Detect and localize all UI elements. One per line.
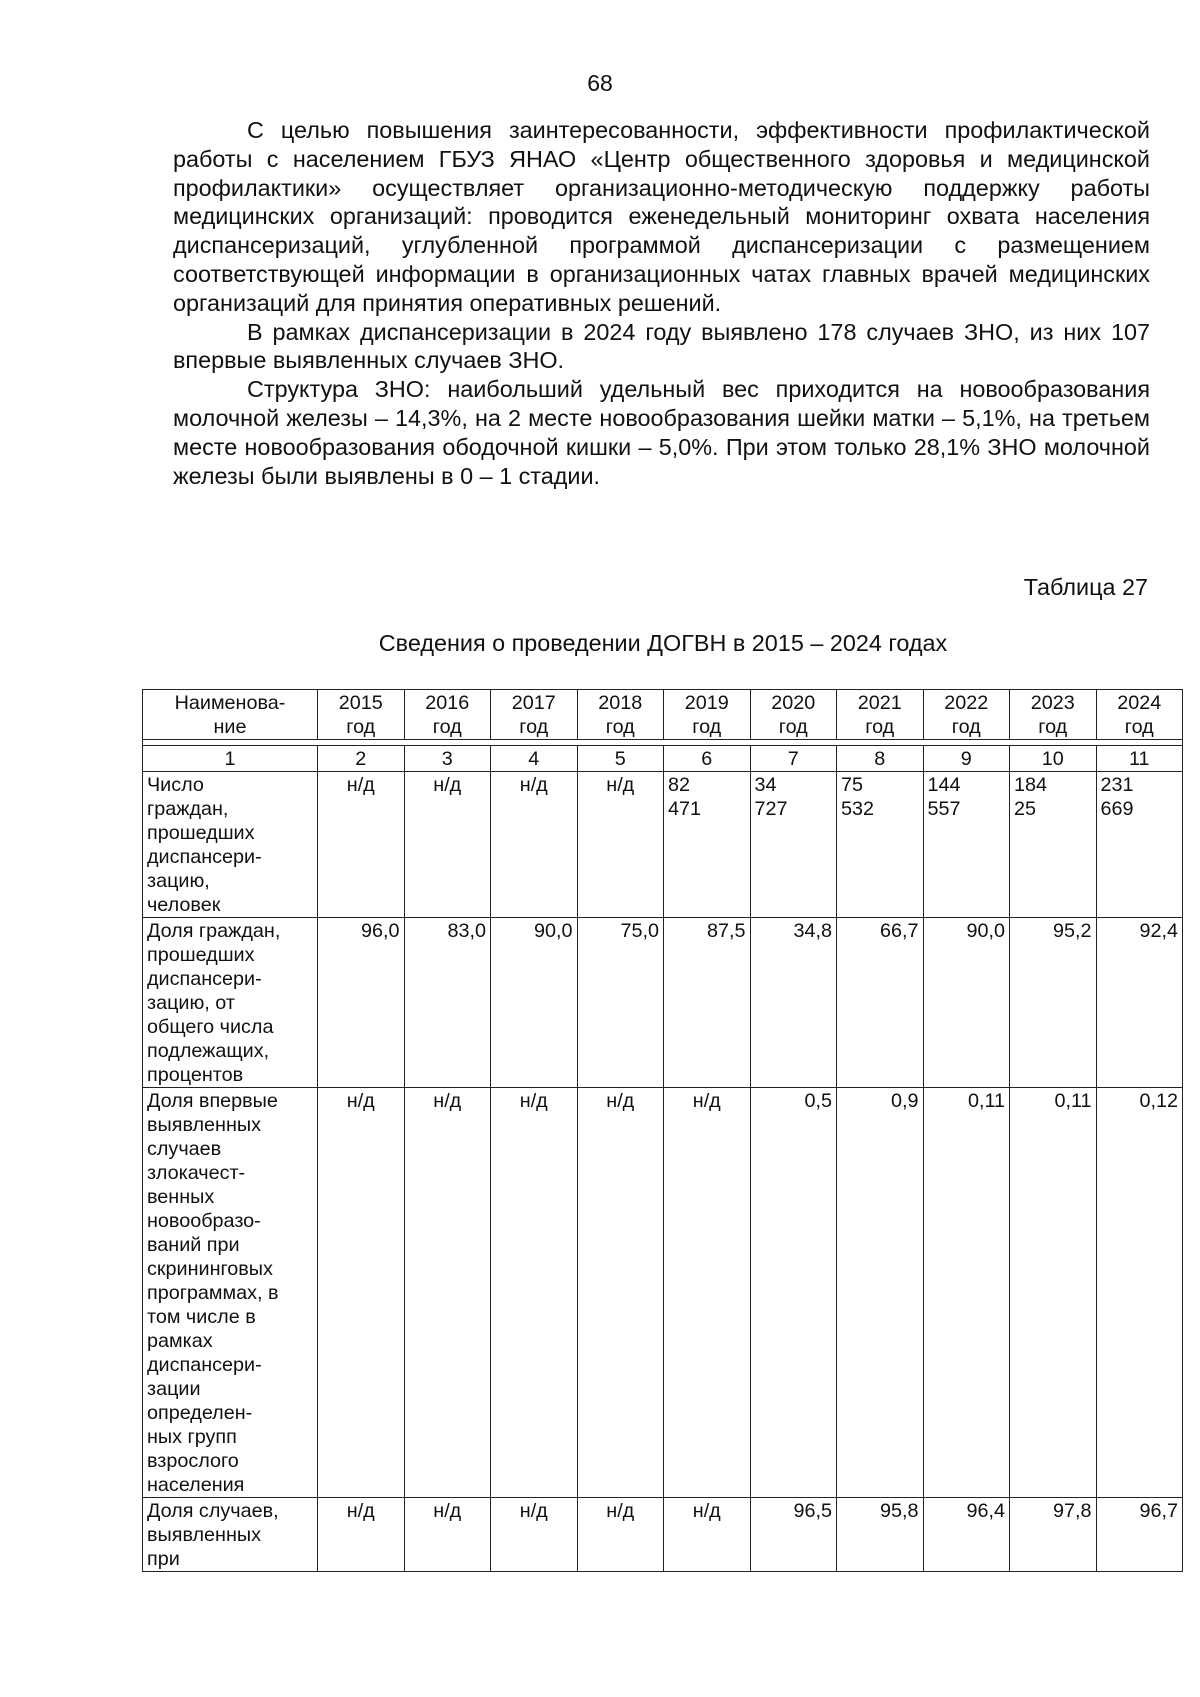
row-name-cell-line: прошедших (147, 944, 255, 966)
value-cell-line: н/д (519, 1090, 548, 1112)
row-name-cell-line: венных (147, 1186, 215, 1208)
header-year-cell-line: 2018 (598, 692, 643, 714)
value-cell (491, 1498, 578, 1572)
value-cell-line: 66,7 (879, 920, 919, 942)
value-cell (664, 918, 751, 1088)
value-cell-line: 727 (754, 798, 788, 820)
column-number-cell: 11 (1096, 746, 1183, 772)
header-year-cell-line: год (346, 716, 376, 738)
column-number-cell: 1 (143, 746, 318, 772)
row-name-cell-line: при (147, 1548, 180, 1570)
value-cell-line: 83,0 (447, 920, 486, 942)
header-year-cell-line: год (1038, 716, 1068, 738)
header-year-cell-line: 2019 (684, 692, 729, 714)
row-name-cell-line: прошедших (147, 822, 255, 844)
header-year-cell (577, 690, 664, 740)
paragraph-monitoring: С целью повышения заинтересованности, эффективности профилактической работы с населением ГБУЗ ЯНАО «Центр общественного здоровья и медицинской профилактики» осуществляет организационно-методическую поддержку работы медицинских организаций: проводится еженедельный мониторинг охвата населения диспансеризаций, углубленной программой диспансеризации с размещением соответствующей информации в организационных чатах главных врачей медицинских организаций для принятия оперативных решений. (173, 117, 1150, 316)
column-number-row (143, 746, 1183, 772)
value-cell-line: 471 (668, 798, 702, 820)
value-cell-line: 96,7 (1139, 1500, 1178, 1522)
value-cell (1010, 772, 1097, 918)
row-name-cell-line: скрининговых (147, 1258, 273, 1280)
table-header-row (143, 690, 1183, 740)
value-cell (577, 1088, 664, 1498)
column-number-cell: 7 (750, 746, 837, 772)
value-cell-line: 231 (1100, 774, 1134, 796)
value-cell-line: 0,11 (967, 1090, 1005, 1112)
row-name-cell (143, 1088, 318, 1498)
row-name-cell-line: случаев (147, 1138, 222, 1160)
header-year-cell-line: 2023 (1030, 692, 1075, 714)
value-cell (923, 1498, 1010, 1572)
value-cell (318, 772, 405, 918)
column-number-cell: 4 (491, 746, 578, 772)
table-label: Таблица 27 (1023, 574, 1148, 600)
body-text (173, 116, 1150, 490)
header-year-cell-line: год (605, 716, 635, 738)
value-cell (750, 1498, 837, 1572)
value-cell (318, 1088, 405, 1498)
row-name-cell-line: определен- (147, 1402, 253, 1424)
header-year-cell-line: 2017 (511, 692, 556, 714)
header-year-cell (1010, 690, 1097, 740)
header-year-cell (837, 690, 924, 740)
header-year-cell-line: 2021 (857, 692, 902, 714)
value-cell (404, 918, 491, 1088)
row-name-cell-line: диспансери- (147, 1354, 262, 1376)
dogvn-table (142, 689, 1183, 1572)
value-cell-line: н/д (692, 1090, 721, 1112)
value-cell-line: 96,5 (793, 1500, 832, 1522)
value-cell (923, 918, 1010, 1088)
value-cell-line: 25 (1014, 798, 1037, 820)
value-cell-line: 0,12 (1139, 1090, 1178, 1112)
value-cell-line: 90,0 (533, 920, 573, 942)
row-name-cell-line: том числе в (147, 1306, 256, 1328)
row-name-cell-line: граждан, (147, 798, 229, 820)
column-number-cell: 2 (318, 746, 405, 772)
value-cell (750, 918, 837, 1088)
value-cell (837, 918, 924, 1088)
value-cell (837, 1498, 924, 1572)
value-cell-line: н/д (606, 774, 635, 796)
value-cell (1096, 918, 1183, 1088)
row-name-cell-line: зации (147, 1378, 201, 1400)
table-row (143, 1088, 1183, 1498)
value-cell-line: 532 (841, 798, 875, 820)
column-number-cell: 6 (664, 746, 751, 772)
row-name-cell-line: Доля случаев, (147, 1500, 279, 1522)
value-cell (664, 1088, 751, 1498)
value-cell (318, 918, 405, 1088)
value-cell-line: 95,2 (1052, 920, 1092, 942)
value-cell-line: н/д (606, 1090, 635, 1112)
value-cell-line: н/д (519, 774, 548, 796)
header-year-cell (404, 690, 491, 740)
value-cell (491, 918, 578, 1088)
row-name-cell (143, 918, 318, 1088)
row-name-cell-line: Доля впервые (147, 1090, 278, 1112)
value-cell (923, 772, 1010, 918)
row-name-cell-line: программах, в (147, 1282, 279, 1304)
header-year-cell-line: год (692, 716, 722, 738)
row-name-cell-line: зацию, от (147, 992, 235, 1014)
header-year-cell-line: год (1124, 716, 1154, 738)
value-cell-line: 557 (927, 798, 961, 820)
column-number-cell: 8 (837, 746, 924, 772)
header-year-cell-line: 2022 (944, 692, 989, 714)
value-cell-line: 97,8 (1052, 1500, 1092, 1522)
column-number-cell: 5 (577, 746, 664, 772)
value-cell-line: 0,11 (1054, 1090, 1092, 1112)
table-title: Сведения о проведении ДОГВН в 2015 – 2024 годах (378, 630, 948, 656)
header-year-cell-line: 2016 (425, 692, 470, 714)
header-year-cell-line: год (778, 716, 808, 738)
paragraph-zno-cases: В рамках диспансеризации в 2024 году выявлено 178 случаев ЗНО, из них 107 впервые выявленных случаев ЗНО. (173, 318, 1150, 374)
value-cell (577, 772, 664, 918)
header-year-cell (750, 690, 837, 740)
value-cell (1010, 1498, 1097, 1572)
row-name-cell-line: рамках (147, 1330, 213, 1352)
value-cell-line: 184 (1014, 774, 1048, 796)
header-year-cell-line: год (865, 716, 895, 738)
value-cell (404, 772, 491, 918)
row-name-cell-line: общего числа (147, 1016, 274, 1038)
header-year-cell-line: год (951, 716, 981, 738)
row-name-cell-line: Доля граждан, (147, 920, 281, 942)
row-name-cell-line: диспансери- (147, 846, 262, 868)
value-cell-line: 75 (841, 774, 864, 796)
header-year-cell (318, 690, 405, 740)
value-cell (577, 1498, 664, 1572)
value-cell (491, 1088, 578, 1498)
value-cell (1096, 1088, 1183, 1498)
value-cell-line: 82 (668, 774, 691, 796)
header-year-cell-line: год (519, 716, 549, 738)
row-name-cell (143, 1498, 318, 1572)
row-name-cell-line: человек (147, 894, 221, 916)
value-cell (1096, 772, 1183, 918)
value-cell-line: 90,0 (966, 920, 1005, 942)
header-year-cell (664, 690, 751, 740)
value-cell (923, 1088, 1010, 1498)
value-cell (1010, 918, 1097, 1088)
header-year-cell-line: 2020 (771, 692, 816, 714)
value-cell-line: 92,4 (1139, 920, 1178, 942)
header-year-cell (923, 690, 1010, 740)
row-name-cell-line: зацию, (147, 870, 210, 892)
value-cell-line: н/д (692, 1500, 721, 1522)
value-cell (664, 1498, 751, 1572)
header-year-cell-line: 2024 (1117, 692, 1162, 714)
table-row (143, 1498, 1183, 1572)
row-name-cell-line: ваний при (147, 1234, 240, 1256)
value-cell (404, 1088, 491, 1498)
row-name-cell-line: злокачест- (147, 1162, 246, 1184)
value-cell-line: 96,4 (966, 1500, 1005, 1522)
column-number-cell: 10 (1010, 746, 1097, 772)
value-cell-line: 0,5 (804, 1090, 832, 1112)
value-cell (750, 1088, 837, 1498)
value-cell-line: 34,8 (793, 920, 832, 942)
row-name-cell-line: выявленных (147, 1524, 261, 1546)
value-cell (837, 772, 924, 918)
value-cell-line: н/д (519, 1500, 548, 1522)
header-year-cell (491, 690, 578, 740)
value-cell-line: н/д (433, 774, 462, 796)
value-cell-line: 95,8 (879, 1500, 919, 1522)
header-name-cell (143, 690, 318, 740)
value-cell-line: н/д (346, 1090, 375, 1112)
value-cell-line: н/д (346, 1500, 375, 1522)
table-row (143, 918, 1183, 1088)
value-cell (1096, 1498, 1183, 1572)
row-name-cell-line: населения (147, 1474, 245, 1496)
row-name-cell-line: Число (147, 774, 204, 796)
page-number: 68 (587, 70, 613, 96)
value-cell (577, 918, 664, 1088)
value-cell-line: 87,5 (706, 920, 746, 942)
row-name-cell-line: диспансери- (147, 968, 262, 990)
value-cell-line: 669 (1100, 798, 1134, 820)
value-cell-line: н/д (433, 1090, 462, 1112)
value-cell (318, 1498, 405, 1572)
header-year-cell-line: год (432, 716, 462, 738)
value-cell (664, 772, 751, 918)
paragraph-zno-structure: Структура ЗНО: наибольший удельный вес приходится на новообразования молочной железы – 14,3%, на 2 месте новообразования шейки матки – 5,1%, на третьем месте новообразования ободочной кишки – 5,0%. При этом только 28,1% ЗНО молочной железы были выявлены в 0 – 1 стадии. (173, 376, 1150, 489)
value-cell (1010, 1088, 1097, 1498)
value-cell (404, 1498, 491, 1572)
header-name-cell-line: ние (213, 716, 247, 738)
row-name-cell-line: подлежащих, (147, 1040, 270, 1062)
row-name-cell-line: новообразо- (147, 1210, 261, 1232)
column-number-cell: 3 (404, 746, 491, 772)
value-cell-line: 75,0 (620, 920, 659, 942)
value-cell-line: 96,0 (360, 920, 400, 942)
row-name-cell-line: ных групп (147, 1426, 237, 1448)
row-name-cell-line: взрослого (147, 1450, 239, 1472)
header-name-cell-line: Наименова- (174, 692, 286, 714)
value-cell-line: н/д (433, 1500, 462, 1522)
table-row (143, 772, 1183, 918)
value-cell (837, 1088, 924, 1498)
row-name-cell (143, 772, 318, 918)
column-number-cell: 9 (923, 746, 1010, 772)
value-cell (750, 772, 837, 918)
header-year-cell (1096, 690, 1183, 740)
value-cell-line: 34 (754, 774, 777, 796)
value-cell-line: 144 (927, 774, 961, 796)
value-cell (491, 772, 578, 918)
row-name-cell-line: выявленных (147, 1114, 261, 1136)
header-year-cell-line: 2015 (338, 692, 383, 714)
value-cell-line: н/д (346, 774, 375, 796)
value-cell-line: 0,9 (891, 1090, 919, 1112)
value-cell-line: н/д (606, 1500, 635, 1522)
row-name-cell-line: процентов (147, 1064, 244, 1086)
